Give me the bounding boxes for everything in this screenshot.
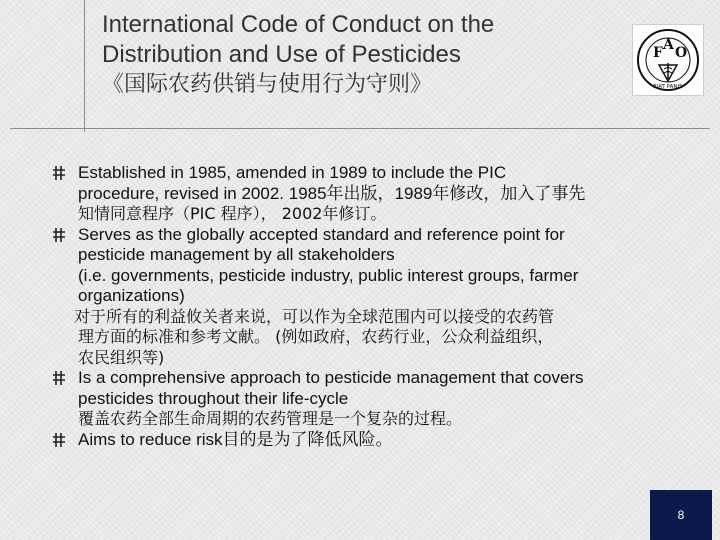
- bullet-item: [52, 163, 692, 225]
- bullet-text-line: procedure, revised in 2002. 1985年出版，1989年修改，加入了事先: [78, 183, 586, 203]
- header-horizontal-rule: [10, 128, 710, 129]
- fao-logo: [632, 24, 704, 96]
- hash-bullet-icon: [52, 165, 66, 181]
- bullet-text-line: Is a comprehensive approach to pesticide management that covers: [78, 368, 584, 387]
- bullet-item: [52, 430, 692, 451]
- header-vertical-rule: [84, 0, 85, 132]
- bullet-text-line: 理方面的标准和参考文献。 (例如政府，农药行业，公众利益组织，: [78, 327, 554, 346]
- logo-letter-a: A: [663, 37, 674, 53]
- logo-letter-f: F: [653, 45, 663, 61]
- bullet-text-line: Aims to reduce risk目的是为了降低风险。: [78, 429, 393, 449]
- bullet-item: [52, 368, 692, 430]
- bullet-text-line: pesticides throughout their life-cycle: [78, 388, 349, 408]
- hash-bullet-icon: [52, 432, 66, 448]
- page-number-badge: [650, 490, 712, 540]
- hash-bullet-icon: [52, 370, 66, 386]
- bullet-text-line: organizations): [78, 286, 185, 305]
- hash-bullet-icon: [52, 227, 66, 243]
- bullet-text-line: Serves as the globally accepted standard and reference point for: [78, 224, 565, 244]
- bullet-text-line: (i.e. governments, pesticide industry, public interest groups, farmer: [78, 265, 579, 285]
- title-line-chinese: 《国际农药供销与使用行为守则》: [102, 72, 433, 97]
- title-line: Distribution and Use of Pesticides: [102, 41, 461, 68]
- title-line: International Code of Conduct on the: [102, 11, 495, 38]
- slide-title: [102, 10, 602, 100]
- bullet-text-line: Established in 1985, amended in 1989 to include the PIC: [78, 163, 507, 182]
- bullet-text-line: 对于所有的利益攸关者来说，可以作为全球范围内可以接受的农药管: [74, 306, 555, 326]
- bullet-item: [52, 225, 692, 369]
- bullet-text-line: 农民组织等): [78, 347, 165, 367]
- logo-motto: FIAT PANIS: [653, 84, 683, 90]
- page-number: 8: [677, 508, 685, 522]
- logo-letter-o: O: [675, 45, 688, 61]
- bullet-text-line: pesticide management by all stakeholders: [78, 245, 395, 264]
- bullet-text-line: 覆盖农药全部生命周期的农药管理是一个复杂的过程。: [78, 409, 463, 428]
- bullet-text-line: 知情同意程序（PIC 程序）， 2002年修订。: [78, 204, 387, 223]
- bullet-list: [52, 163, 692, 450]
